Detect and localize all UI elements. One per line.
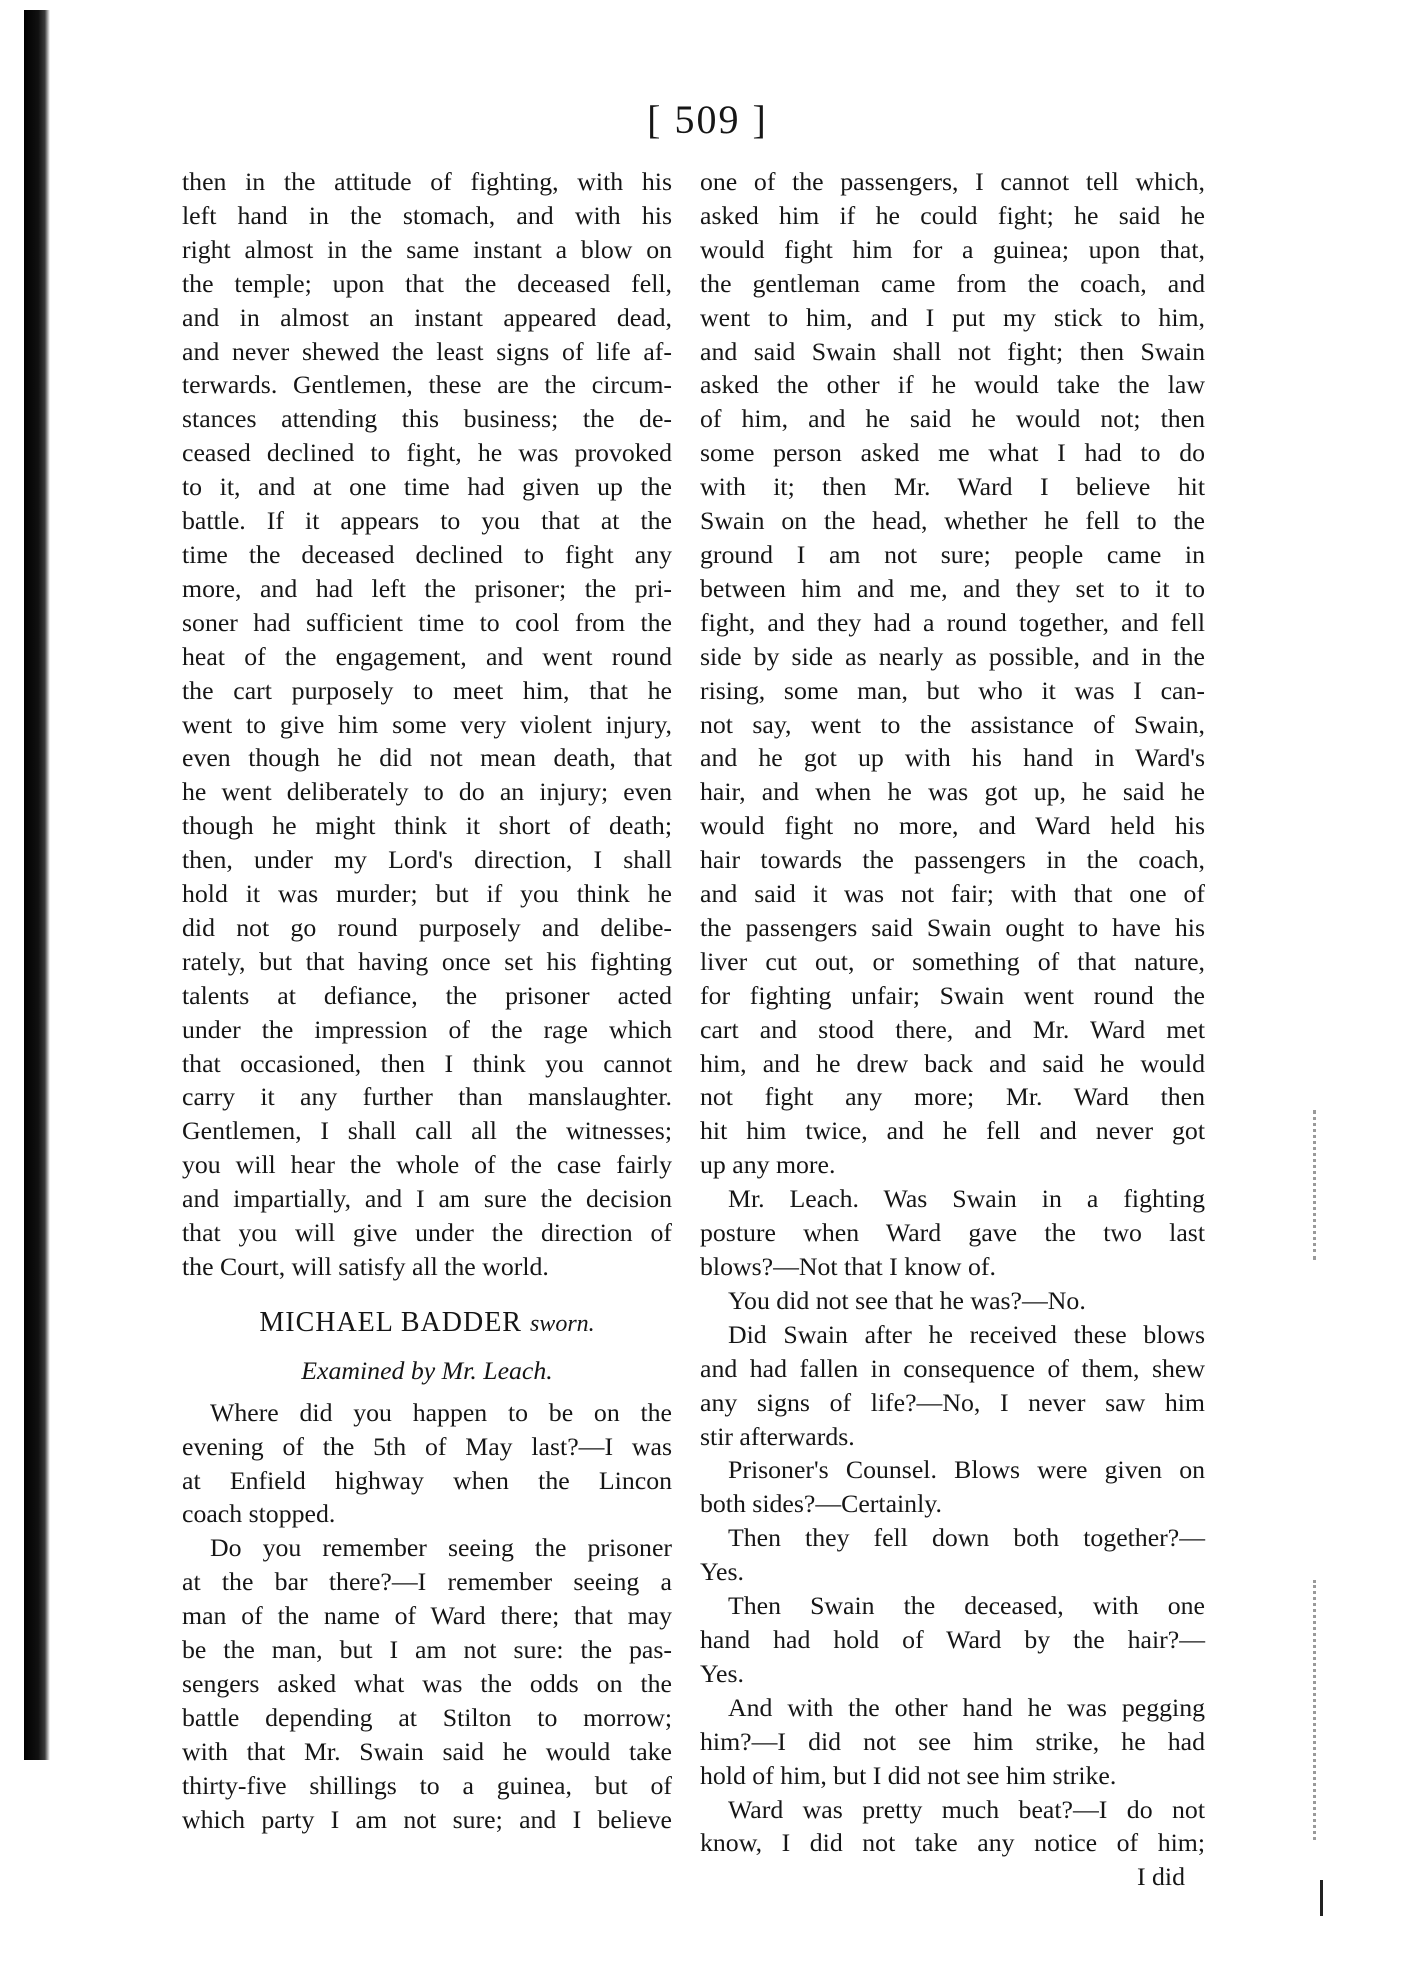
- text-line: time the deceased declined to fight any: [182, 539, 672, 569]
- text-line: and never shewed the least signs of life af-: [182, 336, 672, 366]
- text-line: not say, went to the assistance of Swain,: [700, 709, 1205, 739]
- page-number: [ 509 ]: [647, 97, 768, 142]
- text-line: the temple; upon that the deceased fell,: [182, 268, 672, 298]
- text-line: terwards. Gentlemen, these are the circum-: [182, 370, 672, 400]
- text-line: Do you remember seeing the prisoner: [210, 1533, 672, 1563]
- text-line: which party I am not sure; and I believe: [182, 1804, 672, 1834]
- text-line: Swain on the head, whether he fell to the: [700, 506, 1205, 536]
- text-line: he went deliberately to do an injury; even: [182, 777, 672, 807]
- text-line: the passengers said Swain ought to have his: [700, 912, 1205, 942]
- text-line: not fight any more; Mr. Ward then: [700, 1082, 1205, 1112]
- text-line: right almost in the same instant a blow on: [182, 234, 672, 264]
- text-line: coach stopped.: [182, 1499, 336, 1529]
- margin-mark: [1320, 1880, 1323, 1916]
- text-line: would fight no more, and Ward held his: [700, 811, 1205, 841]
- text-line: know, I did not take any notice of him;: [700, 1828, 1205, 1858]
- text-line: both sides?—Certainly.: [700, 1489, 942, 1519]
- text-line: Yes.: [700, 1557, 744, 1587]
- text-line: and had fallen in consequence of them, shew: [700, 1353, 1205, 1383]
- text-line: blows?—Not that I know of.: [700, 1252, 996, 1281]
- text-line: liver cut out, or something of that nature,: [700, 946, 1205, 976]
- text-line: evening of the 5th of May last?—I was: [182, 1431, 672, 1461]
- witness-status: sworn.: [529, 1310, 595, 1337]
- text-line: between him and me, and they set to it to: [700, 573, 1205, 603]
- text-line: stances attending this business; the de-: [182, 404, 672, 434]
- text-line: heat of the engagement, and went round: [182, 641, 672, 671]
- text-line: even though he did not mean death, that: [182, 743, 672, 773]
- text-line: one of the passengers, I cannot tell which,: [700, 167, 1205, 196]
- text-line: ground I am not sure; people came in: [700, 539, 1205, 569]
- text-line: at Enfield highway when the Lincon: [182, 1465, 672, 1495]
- text-line: him, and he drew back and said he would: [700, 1048, 1205, 1078]
- margin-noise: [1313, 1580, 1320, 1840]
- text-line: You did not see that he was?—No.: [728, 1285, 1086, 1315]
- text-line: with it; then Mr. Ward I believe hit: [700, 472, 1205, 502]
- text-line: that occasioned, then I think you cannot: [182, 1048, 672, 1078]
- text-line: carry it any further than manslaughter.: [182, 1082, 672, 1112]
- text-line: though he might think it short of death;: [182, 811, 672, 841]
- text-line: Mr. Leach. Was Swain in a fighting: [728, 1184, 1205, 1214]
- text-line: cart and stood there, and Mr. Ward met: [700, 1014, 1205, 1044]
- text-line: left hand in the stomach, and with his: [182, 200, 672, 230]
- text-line: Ward was pretty much beat?—I do not: [728, 1794, 1205, 1824]
- text-line: hold of him, but I did not see him strike.: [700, 1760, 1117, 1790]
- text-line: him?—I did not see him strike, he had: [700, 1726, 1205, 1756]
- text-line: and he got up with his hand in Ward's: [700, 743, 1205, 773]
- text-line: and in almost an instant appeared dead,: [182, 302, 672, 332]
- text-line: Yes.: [700, 1658, 744, 1688]
- text-line: battle. If it appears to you that at the: [182, 506, 672, 536]
- text-line: rising, some man, but who it was I can-: [700, 675, 1205, 705]
- left-column-text-1: [182, 165, 672, 1284]
- text-line: rately, but that having once set his fighting: [182, 946, 672, 976]
- text-line: ceased declined to fight, he was provoked: [182, 438, 672, 468]
- text-line: up any more.: [700, 1150, 836, 1180]
- text-line: side by side as nearly as possible, and in the: [700, 641, 1205, 671]
- examined-by-heading: Examined by Mr. Leach.: [301, 1355, 553, 1385]
- text-line: be the man, but I am not sure: the pas-: [182, 1635, 672, 1665]
- text-line: asked him if he could fight; he said he: [700, 200, 1205, 230]
- text-line: hair, and when he was got up, he said he: [700, 777, 1205, 807]
- text-line: hold it was murder; but if you think he: [182, 879, 672, 909]
- text-line: with that Mr. Swain said he would take: [182, 1736, 672, 1766]
- text-line: then, under my Lord's direction, I shall: [182, 845, 672, 875]
- left-column: [182, 165, 672, 1837]
- text-line: battle depending at Stilton to morrow;: [182, 1702, 672, 1732]
- text-line: man of the name of Ward there; that may: [182, 1601, 672, 1631]
- text-line: Gentlemen, I shall call all the witnesses;: [182, 1116, 672, 1146]
- text-line: and said it was not fair; with that one of: [700, 879, 1205, 909]
- text-line: went to give him some very violent injury,: [182, 709, 672, 739]
- text-line: hair towards the passengers in the coach,: [700, 845, 1205, 875]
- text-line: And with the other hand he was pegging: [728, 1692, 1205, 1722]
- text-line: went to him, and I put my stick to him,: [700, 302, 1205, 332]
- text-line: then in the attitude of fighting, with his: [182, 167, 672, 196]
- text-line: the cart purposely to meet him, that he: [182, 675, 672, 705]
- text-line: any signs of life?—No, I never saw him: [700, 1387, 1205, 1417]
- text-line: Did Swain after he received these blows: [728, 1319, 1205, 1349]
- text-line: that you will give under the direction of: [182, 1218, 672, 1248]
- right-column: [700, 165, 1205, 1894]
- text-line: Then they fell down both together?—: [728, 1523, 1205, 1553]
- text-line: hit him twice, and he fell and never got: [700, 1116, 1205, 1146]
- text-line: would fight him for a guinea; upon that,: [700, 234, 1205, 264]
- text-line: at the bar there?—I remember seeing a: [182, 1567, 672, 1597]
- text-line: under the impression of the rage which: [182, 1014, 672, 1044]
- text-line: did not go round purposely and delibe-: [182, 912, 672, 942]
- text-line: soner had sufficient time to cool from the: [182, 607, 672, 637]
- margin-noise: [1313, 1110, 1320, 1260]
- text-line: Then Swain the deceased, with one: [728, 1591, 1205, 1621]
- text-line: the gentleman came from the coach, and: [700, 268, 1205, 298]
- text-line: fight, and they had a round together, and fell: [700, 607, 1205, 637]
- text-line: and impartially, and I am sure the decision: [182, 1184, 672, 1214]
- text-line: asked the other if he would take the law: [700, 370, 1205, 400]
- witness-name: MICHAEL BADDER: [259, 1306, 522, 1338]
- text-line: for fighting unfair; Swain went round the: [700, 980, 1205, 1010]
- text-line: and said Swain shall not fight; then Swain: [700, 336, 1205, 366]
- right-column-text: [700, 165, 1205, 1860]
- text-line: the Court, will satisfy all the world.: [182, 1252, 549, 1281]
- text-line: hand had hold of Ward by the hair?—: [700, 1624, 1205, 1654]
- left-column-text-2: [182, 1396, 672, 1837]
- text-line: to it, and at one time had given up the: [182, 472, 672, 502]
- text-line: Prisoner's Counsel. Blows were given on: [728, 1455, 1205, 1485]
- text-line: of him, and he said he would not; then: [700, 404, 1205, 434]
- text-line: you will hear the whole of the case fairly: [182, 1150, 672, 1180]
- text-line: thirty-five shillings to a guinea, but of: [182, 1770, 672, 1800]
- text-line: some person asked me what I had to do: [700, 438, 1205, 468]
- witness-heading: [182, 1306, 672, 1342]
- text-line: posture when Ward gave the two last: [700, 1218, 1205, 1248]
- page-binding-edge: [24, 10, 50, 1760]
- text-line: Where did you happen to be on the: [210, 1397, 672, 1427]
- text-line: sengers asked what was the odds on the: [182, 1668, 672, 1698]
- text-line: talents at defiance, the prisoner acted: [182, 980, 672, 1010]
- text-line: stir afterwards.: [700, 1421, 855, 1451]
- text-line: more, and had left the prisoner; the pri-: [182, 573, 672, 603]
- catchword: I did: [1136, 1862, 1185, 1892]
